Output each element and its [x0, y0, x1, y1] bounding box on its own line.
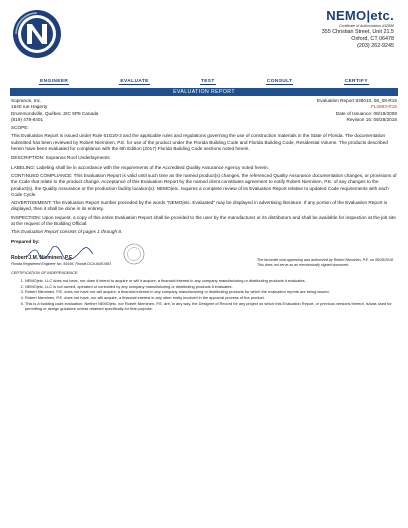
nemo-logo [12, 8, 62, 60]
client-name: Sopranos, Inc. [11, 98, 42, 103]
signer-block [11, 255, 161, 268]
client-phone: (819) 478-8401 [11, 116, 44, 122]
client-report-block [11, 98, 397, 123]
address-line-2: Oxford, CT 06478 [351, 36, 394, 42]
advertisement-text: ADVERTISEMENT: The Evaluation Report number preceded by the words "NEMO|etc. Evaluated" may be displayed in advertising literature. If any portion of the Evaluation Report is displayed, then it shall be done in its entirety. [11, 200, 388, 212]
client-city: Drummondville, Québec J2C 5P8 Canada [11, 110, 99, 116]
company-header [322, 8, 394, 50]
disclosure-item: 4. Robert Nieminen, P.E. does not have, nor will acquire, a financial interest in any other entity involved in the approval process of the product. [25, 295, 397, 300]
disclosure-item: 2. NEMO|etc, LLC is not owned, operated or controlled by any company manufacturing or distributing products it evaluates. [25, 284, 397, 289]
address-phone: (203) 262-9245 [357, 43, 394, 49]
issuance-date: Date of Issuance: 08/19/2008 [335, 110, 397, 116]
nav-evaluate: EVALUATE [120, 79, 149, 84]
disclosure-label: CERTIFICATION OF INDEPENDENCE: [11, 270, 79, 275]
scope-text: This Evaluation Report is issued under Rule 61G20-3 and the applicable rules and regulations governing the use of construction materials in the State of Florida. The documentation submitted has been reviewed by Robert Nieminen, P.E. for use of the product under the Florida Building Code and Florida Building Code, Residential Volume. The products described herein have been evaluated for compliance with the 6th Edition (2017) Florida Building Code sections noted herein. [11, 133, 388, 152]
continued-compliance-text: CONTINUED COMPLIANCE: This Evaluation Report is valid until such time as the named product(s) changes, the referenced Quality Assurance documentation changes, or provisions of the Code that relate to the product change. Acceptance of this Evaluation Report by the named client constitutes agreement to notify Robert Nieminen, P.E. of any changes to the product(s), the Quality Assurance or the production facility location(s). NEMO|etc. requires a complete review of its Evaluation Report relative to updated Code requirements with each Code Cycle. [11, 172, 397, 197]
brand-name: NEMO|etc. [326, 8, 394, 23]
prepared-by-label: Prepared by: [11, 238, 40, 244]
description-label: DESCRIPTION: [11, 155, 45, 161]
engineer-seal-icon [123, 243, 145, 265]
disclosure-list [11, 278, 397, 311]
company-address [322, 29, 394, 50]
labeling-text: LABELING: Labeling shall be in accordance with the requirements of the Accredited Quality Assurance Agency noted herein. [11, 164, 269, 170]
signer-credentials: Florida Registered Engineer No. 59166, Florida DCA ANE1983 [11, 262, 112, 267]
seal-note: The facsimile seal appearing was authorized by Robert Nieminen, P.E. on 08/28/2018. This does not serve as an electronically signed document. [257, 258, 394, 267]
client-street: 1640 rue Hagerty [11, 104, 48, 110]
scope-label: SCOPE: [11, 125, 29, 131]
fl-number: FL2893-R15 [370, 104, 397, 110]
disclosure-item: 5. This is a building code evaluation. Neither NEMO|etc. nor Robert Nieminen, P.E. are, in any way, the Designer of Record for any project on which this Evaluation Report, or previous versions thereof, is/was used for permitting or design guidance unless retained specifically for that purpose. [25, 301, 397, 311]
service-nav [14, 79, 394, 85]
nav-engineer: ENGINEER [40, 79, 69, 84]
disclosure-item: 3. Robert Nieminen, P.E. does not have nor will acquire, a financial interest in any company manufacturing or distributing products for which the evaluation reports are being issued. [25, 289, 397, 294]
signer-name: Robert J.M. Nieminen, P.E. [11, 254, 74, 261]
address-line-1: 355 Christian Street, Unit 21.5 [321, 29, 394, 35]
description-text: Sopranos Roof Underlayments [45, 155, 110, 161]
client-info [11, 98, 98, 123]
report-info [317, 98, 397, 123]
inspection-text: INSPECTION: Upon request, a copy of this entire Evaluation Report shall be provided to the user by the manufacturer or its distributors and shall be available for inspection at the job site at the request of the Building Official. [11, 214, 396, 227]
nav-test: TEST [200, 79, 215, 84]
revision-date: Revision 15: 08/28/2018 [346, 116, 397, 122]
report-number: Evaluation Report 838010, 08_08-R15 [316, 98, 397, 103]
nav-consult: CONSULT [266, 79, 293, 84]
signature-scribble [25, 246, 95, 260]
signature-block [11, 255, 397, 268]
pages-note: This Evaluation Report consists of pages 1 through 8. [11, 229, 123, 235]
certificate-line: Certificate of Authorization #32888 [338, 24, 394, 28]
report-title-bar: EVALUATION REPORT [10, 88, 398, 96]
report-body [11, 98, 397, 312]
nav-certify: CERTIFY [344, 79, 368, 84]
disclosure-item: 1. NEMO|etc, LLC does not have, nor does it intend to acquire or will it acquire, a financial interest in any company manufacturing or distributing products it evaluates. [25, 278, 397, 283]
